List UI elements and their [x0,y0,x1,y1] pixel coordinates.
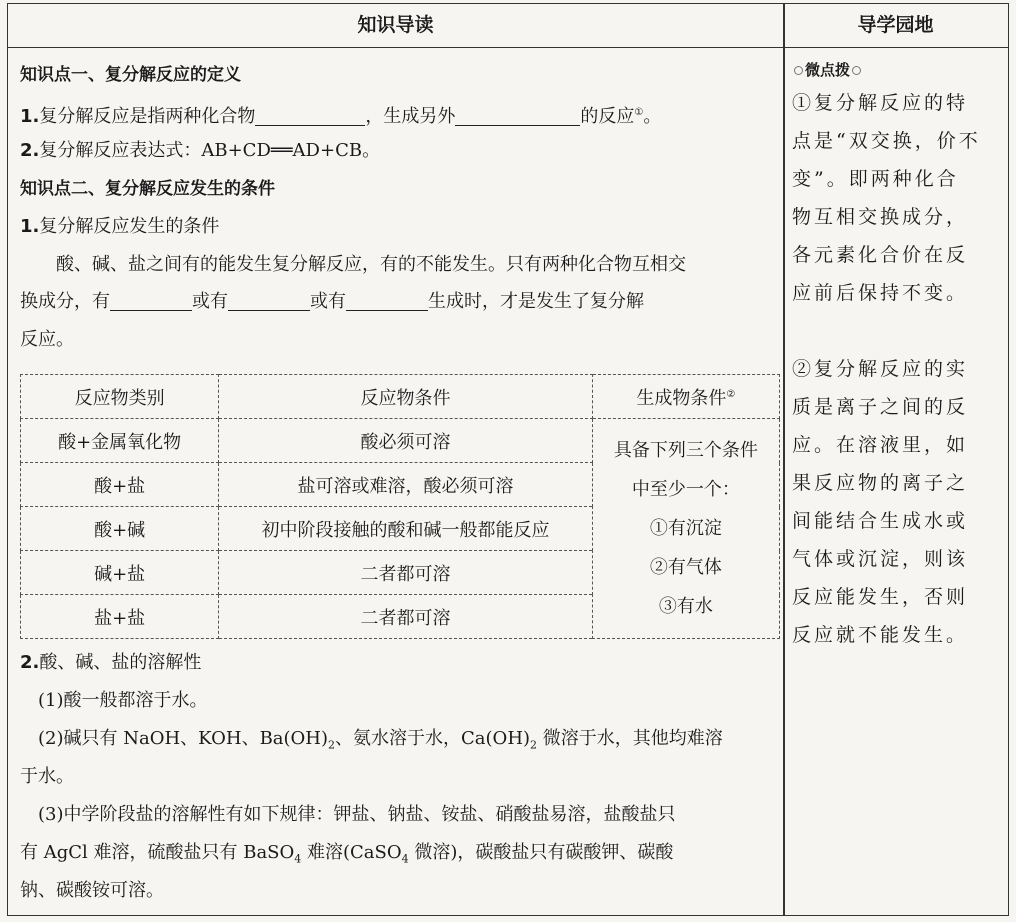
text-part: 难溶(CaSO [301,842,402,863]
note-mark-1: ① [634,107,644,118]
knowledge-guide-heading: 知识导读 [357,14,434,36]
conditions-paragraph-line2 [20,283,780,321]
category-cell: 酸+金属氧化物 [21,419,219,463]
product-condition-cell [592,419,779,639]
fill-blank-4[interactable] [228,288,310,311]
header-cell: 反应物类别 [21,375,219,419]
note-line: 应前后保持不变。 [792,282,969,304]
fill-blank-5[interactable] [346,288,428,311]
study-corner-heading: 导学园地 [857,14,934,36]
subscript: 4 [294,852,302,866]
worksheet-page [7,3,1009,916]
header-text: 生成物条件 [636,387,727,409]
header-cell: 反应物条件 [219,375,592,419]
note-line: ②复分解反应的实 [792,358,969,380]
product-line: 具备下列三个条件 [613,440,758,461]
note-line: 各元素化合价在反 [792,244,969,266]
note-line: 气体或沉淀，则该 [792,548,969,570]
note-line: 果反应物的离子之 [792,472,969,494]
conditions-paragraph-line1: 酸、碱、盐之间有的能发生复分解反应，有的不能发生。只有两种化合物互相交 [56,254,686,275]
subscript: 2 [530,738,538,752]
definition-line [20,94,780,132]
fill-blank-2[interactable] [455,103,580,126]
header-row [8,4,1008,48]
salt-solubility-line3: 钠、碳酸铵可溶。 [20,880,164,901]
note-line: 点是“双交换，价不 [792,130,981,152]
item-number: 1. [20,106,40,127]
solubility-title [20,644,780,682]
note-line: 变”。即两种化合 [792,168,959,190]
fill-blank-1[interactable] [255,103,365,126]
tip-note-2 [792,350,1004,654]
condition-cell: 盐可溶或难溶，酸必须可溶 [219,463,592,507]
note-line: ①复分解反应的特 [792,92,969,114]
text-part: 微溶于水，其他均难溶 [537,728,723,749]
product-line: ①有沉淀 [649,518,722,539]
category-cell: 盐+盐 [21,595,219,639]
circle-icon [852,66,861,75]
study-corner-column [792,56,1004,654]
text-part: (2)碱只有 NaOH、KOH、Ba(OH) [38,728,329,749]
note-line: 质是离子之间的反 [792,396,969,418]
note-line: 反应就不能发生。 [792,624,969,646]
section1-title: 知识点一、复分解反应的定义 [20,65,241,85]
definition-text-c: 的反应 [580,106,635,127]
column-divider [783,4,785,915]
expression-line [20,132,780,170]
note-line: 反应能发生，否则 [792,586,969,608]
category-cell: 酸+碱 [21,507,219,551]
expression-text: 复分解反应表达式：AB+CD══AD+CB。 [39,140,381,161]
circle-icon [794,66,803,75]
item-number: 1. [20,216,40,237]
note-mark-2: ② [726,388,736,400]
category-cell: 酸+盐 [21,463,219,507]
condition-cell: 初中阶段接触的酸和碱一般都能反应 [219,507,592,551]
tip-tag-text: 微点拨 [805,61,851,79]
acid-solubility: (1)酸一般都溶于水。 [38,690,208,711]
line2-text-d: 生成时，才是发生了复分解 [428,291,644,312]
base-solubility-line1 [20,720,780,758]
salt-solubility-line1: (3)中学阶段盐的溶解性有如下规律：钾盐、钠盐、铵盐、硝酸盐易溶，盐酸盐只 [38,804,676,825]
tip-note-1 [792,84,1004,312]
line2-text-c: 或有 [310,291,346,312]
category-cell: 碱+盐 [21,551,219,595]
header-cell [592,375,779,419]
tip-tag [792,56,1004,84]
text-part: 微溶)，碳酸盐只有碳酸钾、碳酸 [408,842,674,863]
conditions-title-text: 复分解反应发生的条件 [39,216,220,237]
base-solubility-line2: 于水。 [20,766,74,787]
definition-text-a: 复分解反应是指两种化合物 [39,106,256,127]
text-part: 、氨水溶于水，Ca(OH) [335,728,531,749]
item-number: 2. [20,652,40,673]
table-row [21,419,780,463]
condition-cell: 二者都可溶 [219,551,592,595]
note-line: 应。在溶液里，如 [792,434,969,456]
conditions-paragraph-line3: 反应。 [20,329,74,350]
salt-solubility-line2 [20,834,780,872]
item-number: 2. [20,140,40,161]
conditions-title [20,208,780,246]
condition-cell: 酸必须可溶 [219,419,592,463]
definition-text-d: 。 [643,106,662,127]
reaction-conditions-table [20,374,780,639]
note-line: 间能结合生成水或 [792,510,969,532]
solubility-title-text: 酸、碱、盐的溶解性 [39,652,202,673]
fill-blank-3[interactable] [110,288,192,311]
condition-cell: 二者都可溶 [219,595,592,639]
product-line: ③有水 [658,596,713,617]
line2-text-a: 换成分，有 [20,291,110,312]
section2-title: 知识点二、复分解反应发生的条件 [20,179,275,199]
note-line: 物互相交换成分， [792,206,969,228]
table-header-row [21,375,780,419]
line2-text-b: 或有 [192,291,228,312]
text-part: 有 AgCl 难溶，硫酸盐只有 BaSO [20,842,295,863]
knowledge-column [20,56,780,359]
definition-text-b: ，生成另外 [365,106,456,127]
product-line: ②有气体 [649,557,722,578]
subscript: 4 [401,852,409,866]
solubility-section [20,644,780,910]
subscript: 2 [328,738,336,752]
product-line: 中至少一个： [631,479,740,500]
